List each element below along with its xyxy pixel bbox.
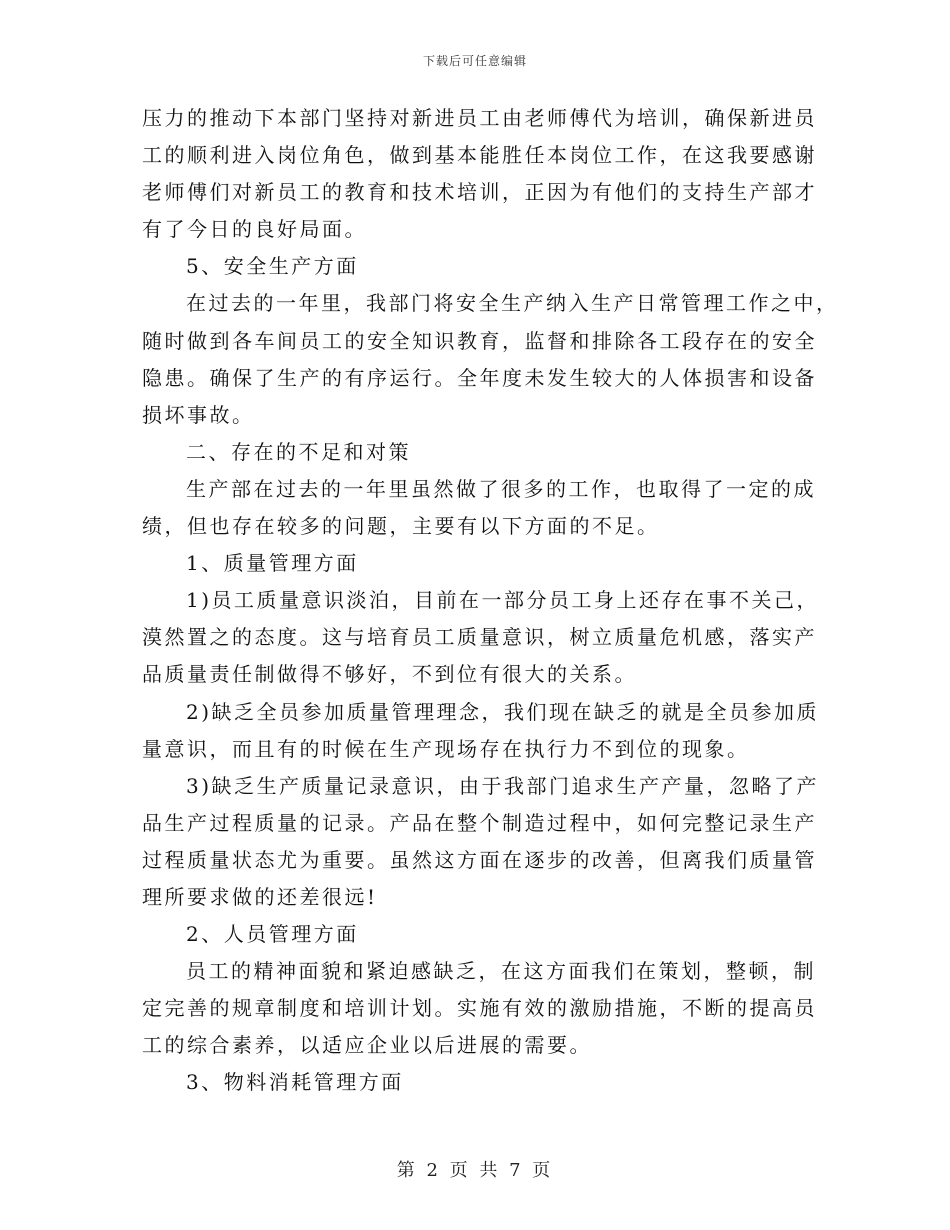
- section-heading: 1、质量管理方面: [186, 551, 359, 576]
- document-body: [142, 100, 839, 1102]
- page-header: 下载后可任意编辑: [422, 54, 527, 68]
- paragraph-line: 2)缺乏全员参加质量管理理念，我们现在缺乏的就是全员参加质: [186, 699, 820, 724]
- paragraph-line: 老师傅们对新员工的教育和技术培训，正因为有他们的支持生产部才: [142, 180, 817, 205]
- section-heading: 5、安全生产方面: [186, 254, 359, 279]
- paragraph-line: 员工的精神面貌和紧迫感缺乏，在这方面我们在策划，整顿，制: [186, 959, 816, 984]
- section-heading: 二、存在的不足和对策: [186, 439, 411, 464]
- paragraph-line: 在过去的一年里，我部门将安全生产纳入生产日常管理工作之中，: [186, 291, 839, 316]
- paragraph-line: 损坏事故。: [142, 402, 255, 427]
- paragraph-line: 有了今日的良好局面。: [142, 217, 367, 242]
- section-heading: 3、物料消耗管理方面: [186, 1070, 404, 1095]
- paragraph-line: 工的顺利进入岗位角色，做到基本能胜任本岗位工作，在这我要感谢: [142, 143, 817, 168]
- paragraph-line: 品生产过程质量的记录。产品在整个制造过程中，如何完整记录生产: [142, 810, 817, 835]
- paragraph-line: 过程质量状态尤为重要。虽然这方面在逐步的改善，但离我们质量管: [142, 847, 817, 872]
- section-heading: 2、人员管理方面: [186, 922, 359, 947]
- paragraph-line: 随时做到各车间员工的安全知识教育，监督和排除各工段存在的安全: [142, 328, 817, 353]
- paragraph-line: 品质量责任制做得不够好，不到位有很大的关系。: [142, 662, 637, 687]
- paragraph-line: 漠然置之的态度。这与培育员工质量意识，树立质量危机感，落实产: [142, 625, 817, 650]
- paragraph-line: 量意识，而且有的时候在生产现场存在执行力不到位的现象。: [142, 736, 750, 761]
- paragraph-line: 压力的推动下本部门坚持对新进员工由老师傅代为培训，确保新进员: [142, 106, 817, 130]
- paragraph-line: 3)缺乏生产质量记录意识，由于我部门追求生产产量，忽略了产: [186, 773, 820, 798]
- paragraph-line: 工的综合素养，以适应企业以后进展的需要。: [142, 1033, 592, 1058]
- page-number: 第 2 页 共 7 页: [396, 1160, 554, 1181]
- paragraph-line: 绩，但也存在较多的问题，主要有以下方面的不足。: [142, 514, 660, 539]
- paragraph-line: 理所要求做的还差很远!: [142, 884, 378, 909]
- paragraph-line: 生产部在过去的一年里虽然做了很多的工作，也取得了一定的成: [186, 476, 816, 501]
- paragraph-line: 定完善的规章制度和培训计划。实施有效的激励措施，不断的提高员: [142, 996, 817, 1021]
- paragraph-line: 1)员工质量意识淡泊，目前在一部分员工身上还存在事不关己，: [186, 588, 820, 613]
- paragraph-line: 隐患。确保了生产的有序运行。全年度未发生较大的人体损害和设备: [142, 365, 817, 390]
